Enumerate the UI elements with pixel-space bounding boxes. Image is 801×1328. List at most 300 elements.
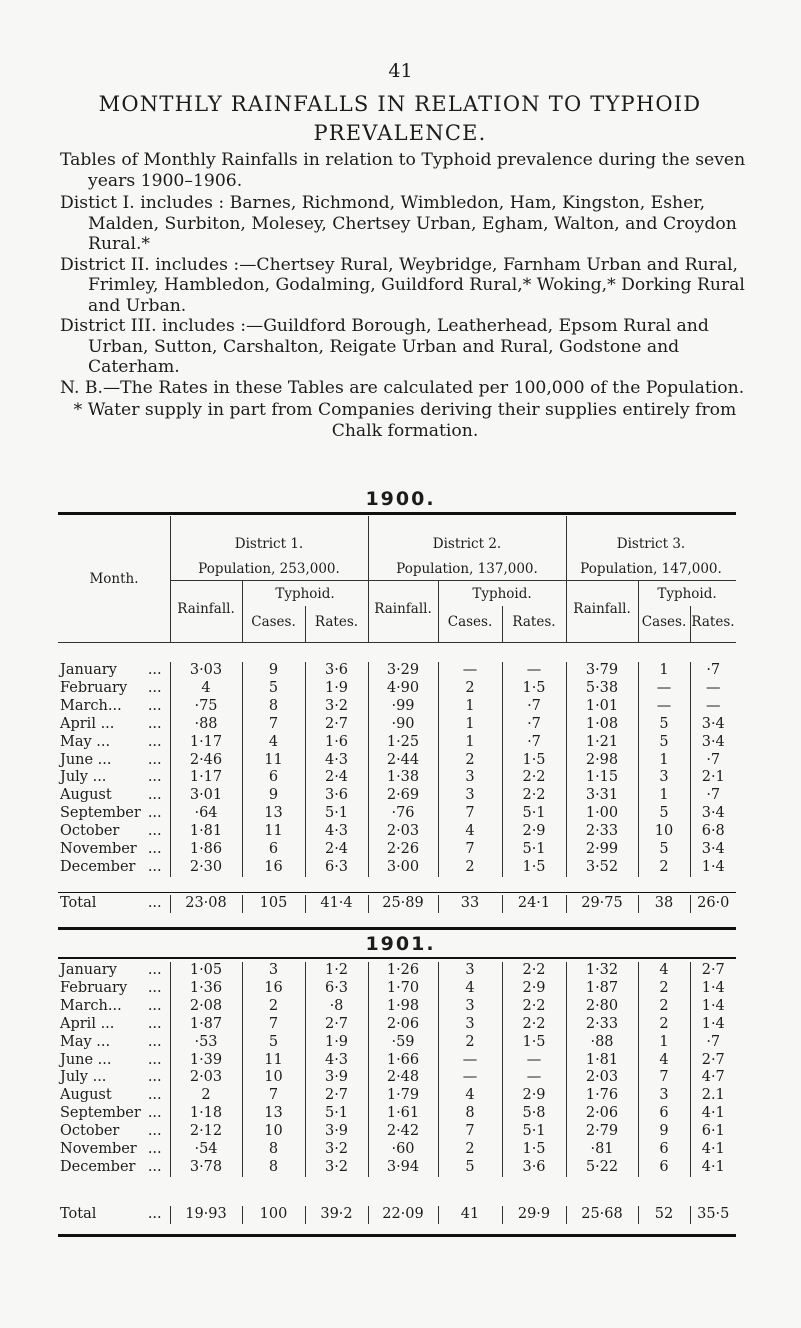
value-cell: 2·7 bbox=[690, 1052, 736, 1070]
value-cell: 2·2 bbox=[502, 998, 566, 1016]
table-row bbox=[58, 1105, 736, 1123]
value-cell: ... bbox=[147, 715, 162, 732]
value-cell: 4·3 bbox=[305, 823, 368, 841]
nb-note: N. B.—The Rates in these Tables are calculated per 100,000 of the Population. bbox=[60, 377, 745, 398]
month-cell: December bbox=[60, 858, 136, 875]
table-row bbox=[58, 752, 736, 770]
value-cell: 2 bbox=[638, 1016, 690, 1034]
d1-cases-header: Cases. bbox=[251, 614, 296, 630]
value-cell: 1·70 bbox=[368, 980, 438, 998]
table-1900 bbox=[58, 662, 736, 877]
value-cell: 8 bbox=[242, 1159, 305, 1177]
district1-description: Distict I. includes : Barnes, Richmond, Wimbledon, Ham, Kingston, Esher, Malden, Surbiton, Molesey, Chertsey Urban, Egham, Walton, and Croydon Rural.* bbox=[60, 193, 737, 254]
value-cell: 29·75 bbox=[566, 895, 638, 913]
value-cell: ·53 bbox=[170, 1034, 242, 1052]
value-cell: 1·05 bbox=[170, 962, 242, 980]
value-cell: 1·39 bbox=[170, 1052, 242, 1070]
value-cell: 2 bbox=[638, 998, 690, 1016]
value-cell: 24·1 bbox=[502, 895, 566, 913]
value-cell: 7 bbox=[242, 1087, 305, 1105]
value-cell: 5 bbox=[242, 680, 305, 698]
value-cell: 2·4 bbox=[305, 769, 368, 787]
value-cell: 2 bbox=[438, 752, 502, 770]
value-cell: 1·26 bbox=[368, 962, 438, 980]
value-cell: 2·7 bbox=[305, 1016, 368, 1034]
value-cell: ... bbox=[147, 997, 162, 1014]
value-cell: 1·4 bbox=[690, 859, 736, 877]
value-cell: 1 bbox=[638, 752, 690, 770]
value-cell: 3·6 bbox=[502, 1159, 566, 1177]
value-cell: 1·4 bbox=[690, 1016, 736, 1034]
page-number: 41 bbox=[388, 60, 413, 82]
value-cell: 19·93 bbox=[170, 1206, 242, 1224]
value-cell: 1·15 bbox=[566, 769, 638, 787]
value-cell: 2·2 bbox=[502, 787, 566, 805]
value-cell: 1·87 bbox=[170, 1016, 242, 1034]
value-cell: ... bbox=[147, 979, 162, 996]
value-cell: 10 bbox=[242, 1123, 305, 1141]
value-cell: 16 bbox=[242, 859, 305, 877]
value-cell: 2·48 bbox=[368, 1069, 438, 1087]
value-cell: ... bbox=[147, 858, 162, 875]
table-row bbox=[58, 1141, 736, 1159]
value-cell: 1·2 bbox=[305, 962, 368, 980]
value-cell: 5 bbox=[242, 1034, 305, 1052]
year-1901-heading: 1901. bbox=[365, 933, 436, 955]
value-cell: 41 bbox=[438, 1206, 502, 1224]
value-cell: 2·46 bbox=[170, 752, 242, 770]
section-rule bbox=[58, 927, 736, 930]
value-cell: 7 bbox=[242, 716, 305, 734]
value-cell: ... bbox=[147, 679, 162, 696]
value-cell: 5·1 bbox=[305, 1105, 368, 1123]
value-cell: 3·4 bbox=[690, 716, 736, 734]
value-cell: 5·1 bbox=[305, 805, 368, 823]
value-cell: 4·3 bbox=[305, 1052, 368, 1070]
value-cell: 2·03 bbox=[368, 823, 438, 841]
value-cell: 4·1 bbox=[690, 1141, 736, 1159]
value-cell: 5·22 bbox=[566, 1159, 638, 1177]
month-cell: October bbox=[60, 823, 120, 840]
value-cell: 4·1 bbox=[690, 1159, 736, 1177]
value-cell: 5 bbox=[638, 734, 690, 752]
table-row bbox=[58, 859, 736, 877]
value-cell: — bbox=[438, 1052, 502, 1070]
month-cell: March... bbox=[60, 997, 122, 1014]
value-cell: ... bbox=[147, 823, 162, 840]
month-cell: July ... bbox=[60, 1069, 107, 1086]
value-cell: 39·2 bbox=[305, 1206, 368, 1224]
value-cell: ... bbox=[147, 1141, 162, 1158]
month-cell: February bbox=[60, 979, 128, 996]
value-cell: ... bbox=[147, 1015, 162, 1032]
d3-rainfall-header: Rainfall. bbox=[573, 601, 631, 617]
value-cell: 3·2 bbox=[305, 1141, 368, 1159]
value-cell: 2·33 bbox=[566, 823, 638, 841]
d3-typhoid-header: Typhoid. bbox=[657, 586, 717, 602]
value-cell: 29·9 bbox=[502, 1206, 566, 1224]
bottom-rule bbox=[58, 1234, 736, 1237]
value-cell: 5·1 bbox=[502, 1123, 566, 1141]
value-cell: 6·3 bbox=[305, 980, 368, 998]
value-cell: 2·2 bbox=[502, 962, 566, 980]
value-cell: 6 bbox=[638, 1141, 690, 1159]
value-cell: ·54 bbox=[170, 1141, 242, 1159]
value-cell: — bbox=[638, 698, 690, 716]
value-cell: 2·06 bbox=[368, 1016, 438, 1034]
value-cell: 2·26 bbox=[368, 841, 438, 859]
value-cell: 1·17 bbox=[170, 769, 242, 787]
month-cell: May ... bbox=[60, 1033, 111, 1050]
value-cell: 9 bbox=[638, 1123, 690, 1141]
value-cell: 3 bbox=[242, 962, 305, 980]
value-cell: 2·06 bbox=[566, 1105, 638, 1123]
value-cell: ... bbox=[147, 895, 162, 911]
value-cell: 9 bbox=[242, 787, 305, 805]
value-cell: 1·01 bbox=[566, 698, 638, 716]
value-cell: — bbox=[502, 1052, 566, 1070]
d2-rainfall-header: Rainfall. bbox=[374, 601, 432, 617]
value-cell: 1·81 bbox=[566, 1052, 638, 1070]
value-cell: 7 bbox=[638, 1069, 690, 1087]
top-rule bbox=[58, 512, 736, 515]
month-cell: August bbox=[60, 787, 112, 804]
value-cell: 1 bbox=[638, 1034, 690, 1052]
value-cell: 2·7 bbox=[305, 716, 368, 734]
value-cell: 6 bbox=[638, 1105, 690, 1123]
value-cell: 13 bbox=[242, 1105, 305, 1123]
table-row bbox=[58, 1052, 736, 1070]
d2-typhoid-header: Typhoid. bbox=[472, 586, 532, 602]
value-cell: 3·6 bbox=[305, 662, 368, 680]
value-cell: — bbox=[502, 662, 566, 680]
value-cell: 1·9 bbox=[305, 680, 368, 698]
value-cell: 25·68 bbox=[566, 1206, 638, 1224]
value-cell: ... bbox=[147, 1105, 162, 1122]
month-cell: September bbox=[60, 805, 141, 822]
month-cell: November bbox=[60, 841, 137, 858]
table-1901 bbox=[58, 962, 736, 1177]
value-cell: 4 bbox=[438, 823, 502, 841]
value-cell: 1·66 bbox=[368, 1052, 438, 1070]
value-cell: ·7 bbox=[502, 698, 566, 716]
value-cell: ·8 bbox=[305, 998, 368, 1016]
month-cell: January bbox=[60, 962, 117, 978]
district3-header: District 3. bbox=[616, 536, 686, 552]
value-cell: ... bbox=[147, 1087, 162, 1104]
value-cell: 10 bbox=[638, 823, 690, 841]
value-cell: 1·87 bbox=[566, 980, 638, 998]
value-cell: 9 bbox=[242, 662, 305, 680]
value-cell: 3·03 bbox=[170, 662, 242, 680]
value-cell: 52 bbox=[638, 1206, 690, 1224]
value-cell: ·7 bbox=[690, 662, 736, 680]
value-cell: 5 bbox=[638, 841, 690, 859]
value-cell: — bbox=[638, 680, 690, 698]
value-cell: — bbox=[690, 698, 736, 716]
value-cell: 6·1 bbox=[690, 1123, 736, 1141]
value-cell: 3·01 bbox=[170, 787, 242, 805]
value-cell: 3·4 bbox=[690, 734, 736, 752]
month-cell: December bbox=[60, 1158, 136, 1175]
value-cell: ... bbox=[147, 751, 162, 768]
value-cell: 1·5 bbox=[502, 859, 566, 877]
value-cell: 2·08 bbox=[170, 998, 242, 1016]
district1-population: Population, 253,000. bbox=[198, 561, 340, 577]
value-cell: 3·4 bbox=[690, 805, 736, 823]
table-row bbox=[58, 698, 736, 716]
value-cell: 41·4 bbox=[305, 895, 368, 913]
value-cell: 5·1 bbox=[502, 805, 566, 823]
month-cell: June ... bbox=[60, 751, 112, 768]
value-cell: 2 bbox=[638, 980, 690, 998]
value-cell: 3·31 bbox=[566, 787, 638, 805]
value-cell: ... bbox=[147, 697, 162, 714]
total-row bbox=[58, 895, 736, 913]
value-cell: 3·6 bbox=[305, 787, 368, 805]
value-cell: 38 bbox=[638, 895, 690, 913]
value-cell: 3·4 bbox=[690, 841, 736, 859]
value-cell: 2·7 bbox=[305, 1087, 368, 1105]
value-cell: 4·7 bbox=[690, 1069, 736, 1087]
month-cell: March... bbox=[60, 697, 122, 714]
value-cell: 16 bbox=[242, 980, 305, 998]
value-cell: ·7 bbox=[502, 734, 566, 752]
value-cell: 3·29 bbox=[368, 662, 438, 680]
table-row bbox=[58, 1087, 736, 1105]
value-cell: 1·79 bbox=[368, 1087, 438, 1105]
table-row bbox=[58, 962, 736, 980]
table-row bbox=[58, 998, 736, 1016]
value-cell: 100 bbox=[242, 1206, 305, 1224]
d1-rates-header: Rates. bbox=[314, 614, 359, 630]
value-cell: 3 bbox=[438, 1016, 502, 1034]
value-cell: ·59 bbox=[368, 1034, 438, 1052]
value-cell: — bbox=[438, 1069, 502, 1087]
value-cell: ·7 bbox=[690, 1034, 736, 1052]
value-cell: 1·00 bbox=[566, 805, 638, 823]
value-cell: 2 bbox=[638, 859, 690, 877]
value-cell: ·7 bbox=[502, 716, 566, 734]
value-cell: 4·90 bbox=[368, 680, 438, 698]
month-cell: April ... bbox=[60, 715, 115, 732]
value-cell: 1 bbox=[438, 716, 502, 734]
value-cell: 2·12 bbox=[170, 1123, 242, 1141]
value-cell: 2·2 bbox=[502, 769, 566, 787]
value-cell: 3 bbox=[438, 962, 502, 980]
value-cell: 5 bbox=[638, 805, 690, 823]
value-cell: 10 bbox=[242, 1069, 305, 1087]
value-cell: 3·2 bbox=[305, 698, 368, 716]
value-cell: 23·08 bbox=[170, 895, 242, 913]
value-cell: 1 bbox=[638, 787, 690, 805]
value-cell: 4 bbox=[170, 680, 242, 698]
total-rule-1900 bbox=[58, 892, 736, 893]
value-cell: ·81 bbox=[566, 1141, 638, 1159]
table-row bbox=[58, 787, 736, 805]
table-row bbox=[58, 980, 736, 998]
value-cell: 1·18 bbox=[170, 1105, 242, 1123]
value-cell: 1·98 bbox=[368, 998, 438, 1016]
value-cell: ... bbox=[147, 1158, 162, 1175]
value-cell: ·60 bbox=[368, 1141, 438, 1159]
value-cell: 3 bbox=[438, 998, 502, 1016]
value-cell: 2 bbox=[438, 1034, 502, 1052]
value-cell: 2·79 bbox=[566, 1123, 638, 1141]
value-cell: 1·61 bbox=[368, 1105, 438, 1123]
value-cell: 1·08 bbox=[566, 716, 638, 734]
table-row bbox=[58, 1069, 736, 1087]
value-cell: ·7 bbox=[690, 752, 736, 770]
value-cell: 2·7 bbox=[690, 962, 736, 980]
value-cell: 1·76 bbox=[566, 1087, 638, 1105]
month-cell: October bbox=[60, 1123, 120, 1140]
table-row bbox=[58, 823, 736, 841]
value-cell: 4 bbox=[638, 962, 690, 980]
value-cell: 3·79 bbox=[566, 662, 638, 680]
value-cell: 8 bbox=[242, 1141, 305, 1159]
value-cell: 6 bbox=[242, 769, 305, 787]
value-cell: ·90 bbox=[368, 716, 438, 734]
value-cell: 3·78 bbox=[170, 1159, 242, 1177]
value-cell: 1 bbox=[438, 734, 502, 752]
value-cell: 2·2 bbox=[502, 1016, 566, 1034]
value-cell: 8 bbox=[242, 698, 305, 716]
value-cell: ... bbox=[147, 1206, 162, 1222]
value-cell: 1·5 bbox=[502, 1034, 566, 1052]
month-cell: July ... bbox=[60, 769, 107, 786]
value-cell: 3·9 bbox=[305, 1069, 368, 1087]
value-cell: 8 bbox=[438, 1105, 502, 1123]
value-cell: 7 bbox=[438, 805, 502, 823]
value-cell: 11 bbox=[242, 1052, 305, 1070]
value-cell: 3 bbox=[438, 769, 502, 787]
total-row bbox=[58, 1206, 736, 1224]
district3-population: Population, 147,000. bbox=[580, 561, 722, 577]
value-cell: 2·9 bbox=[502, 1087, 566, 1105]
footnote: * Water supply in part from Companies deriving their supplies entirely from Chalk formation. bbox=[73, 400, 737, 441]
value-cell: — bbox=[690, 680, 736, 698]
value-cell: 11 bbox=[242, 752, 305, 770]
value-cell: 2 bbox=[438, 859, 502, 877]
district2-population: Population, 137,000. bbox=[396, 561, 538, 577]
district2-description: District II. includes :—Chertsey Rural, Weybridge, Farnham Urban and Rural, Frimley, Hambledon, Godalming, Guildford Rural,* Woking,* Dorking Rural and Urban. bbox=[60, 254, 745, 316]
column-header bbox=[58, 516, 736, 643]
value-cell: ... bbox=[147, 1069, 162, 1086]
value-cell: 3 bbox=[638, 769, 690, 787]
value-cell: 2·9 bbox=[502, 823, 566, 841]
value-cell: 1·6 bbox=[305, 734, 368, 752]
value-cell: 2·80 bbox=[566, 998, 638, 1016]
value-cell: ... bbox=[147, 1051, 162, 1068]
value-cell: ·76 bbox=[368, 805, 438, 823]
table-row bbox=[58, 769, 736, 787]
year-1901-rule bbox=[58, 957, 736, 959]
value-cell: 5·8 bbox=[502, 1105, 566, 1123]
value-cell: 11 bbox=[242, 823, 305, 841]
value-cell: ... bbox=[147, 733, 162, 750]
value-cell: 1·81 bbox=[170, 823, 242, 841]
value-cell: 5·1 bbox=[502, 841, 566, 859]
value-cell: 2·4 bbox=[305, 841, 368, 859]
value-cell: 7 bbox=[242, 1016, 305, 1034]
value-cell: 3·52 bbox=[566, 859, 638, 877]
table-row bbox=[58, 1123, 736, 1141]
value-cell: 26·0 bbox=[690, 895, 736, 913]
value-cell: 2·99 bbox=[566, 841, 638, 859]
d2-rates-header: Rates. bbox=[512, 614, 556, 630]
total-row-1901 bbox=[58, 1206, 736, 1224]
table-row bbox=[58, 734, 736, 752]
value-cell: ·99 bbox=[368, 698, 438, 716]
value-cell: 1·4 bbox=[690, 980, 736, 998]
value-cell: ·64 bbox=[170, 805, 242, 823]
value-cell: 1·5 bbox=[502, 752, 566, 770]
d3-cases-header: Cases. bbox=[641, 614, 687, 630]
d2-cases-header: Cases. bbox=[447, 614, 493, 630]
value-cell: 1·17 bbox=[170, 734, 242, 752]
value-cell: 4 bbox=[438, 1087, 502, 1105]
value-cell: 2·03 bbox=[170, 1069, 242, 1087]
value-cell: 13 bbox=[242, 805, 305, 823]
value-cell: ... bbox=[147, 805, 162, 822]
district-descriptions bbox=[60, 193, 750, 441]
value-cell: 4 bbox=[438, 980, 502, 998]
value-cell: 6 bbox=[242, 841, 305, 859]
month-cell: September bbox=[60, 1105, 141, 1122]
value-cell: 2·9 bbox=[502, 980, 566, 998]
value-cell: 1·25 bbox=[368, 734, 438, 752]
value-cell: 2·33 bbox=[566, 1016, 638, 1034]
value-cell: 2·03 bbox=[566, 1069, 638, 1087]
month-cell: August bbox=[60, 1087, 112, 1104]
value-cell: 1·38 bbox=[368, 769, 438, 787]
month-header: Month. bbox=[89, 571, 139, 587]
month-cell: November bbox=[60, 1141, 137, 1158]
district3-description: District III. includes :—Guildford Borough, Leatherhead, Epsom Rural and Urban, Sutton, Carshalton, Reigate Urban and Rural, Godstone and Caterham. bbox=[60, 316, 709, 377]
value-cell: 1·21 bbox=[566, 734, 638, 752]
value-cell: ... bbox=[147, 962, 162, 978]
value-cell: 7 bbox=[438, 1123, 502, 1141]
value-cell: ... bbox=[147, 1123, 162, 1140]
value-cell: 5 bbox=[438, 1159, 502, 1177]
table-row bbox=[58, 841, 736, 859]
value-cell: 3 bbox=[438, 787, 502, 805]
d1-rainfall-header: Rainfall. bbox=[177, 601, 235, 617]
value-cell: 1·4 bbox=[690, 998, 736, 1016]
value-cell: 4 bbox=[638, 1052, 690, 1070]
month-cell: April ... bbox=[60, 1015, 115, 1032]
value-cell: — bbox=[438, 662, 502, 680]
year-1900-heading: 1900. bbox=[365, 488, 436, 510]
intro-paragraph bbox=[60, 150, 750, 191]
intro-text: Tables of Monthly Rainfalls in relation to Typhoid prevalence during the seven years 1900–1906. bbox=[60, 150, 746, 191]
value-cell: 2 bbox=[170, 1087, 242, 1105]
month-cell: Total bbox=[60, 1206, 97, 1222]
value-cell: 22·09 bbox=[368, 1206, 438, 1224]
value-cell: ·75 bbox=[170, 698, 242, 716]
value-cell: 3·9 bbox=[305, 1123, 368, 1141]
value-cell: 4 bbox=[242, 734, 305, 752]
month-cell: June ... bbox=[60, 1051, 112, 1068]
value-cell: 2·42 bbox=[368, 1123, 438, 1141]
value-cell: 3 bbox=[638, 1087, 690, 1105]
value-cell: 1·32 bbox=[566, 962, 638, 980]
value-cell: 1 bbox=[438, 698, 502, 716]
value-cell: 6·3 bbox=[305, 859, 368, 877]
value-cell: ... bbox=[147, 841, 162, 858]
value-cell: 5·38 bbox=[566, 680, 638, 698]
